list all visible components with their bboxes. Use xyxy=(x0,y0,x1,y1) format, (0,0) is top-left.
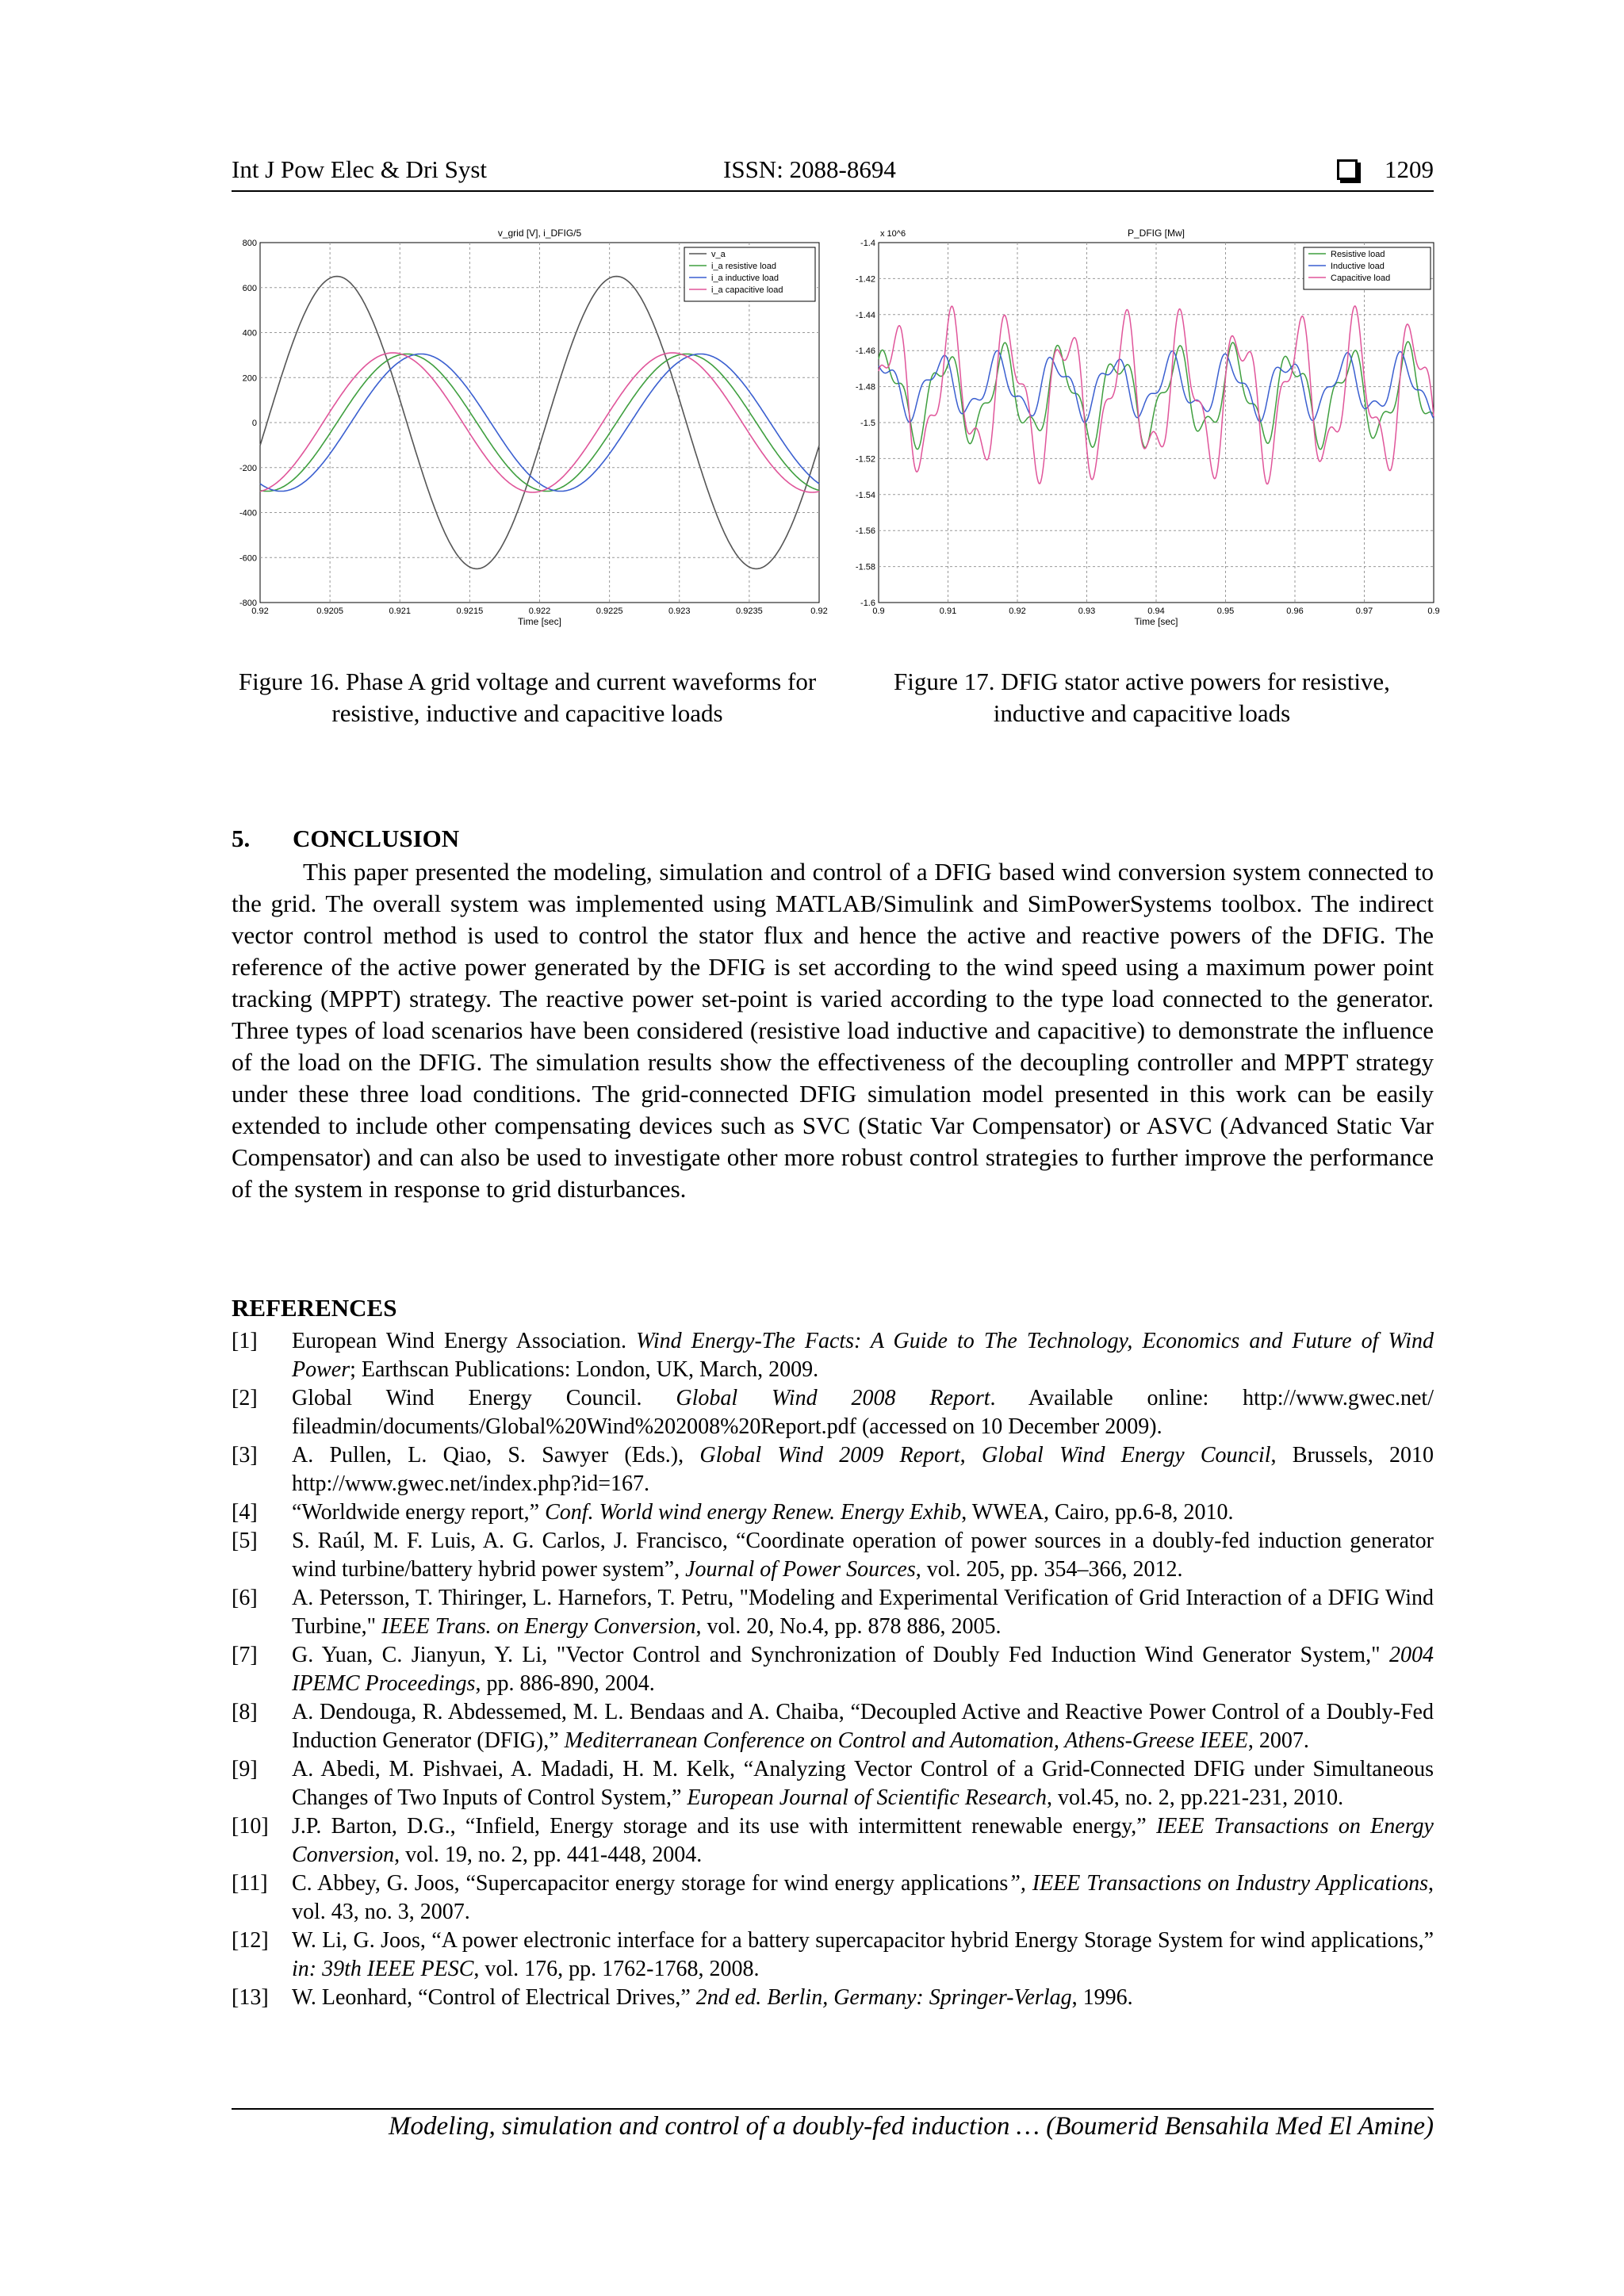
reference-item xyxy=(232,1869,1434,1927)
reference-text: , vol. 19, no. 2, pp. 441-448, 2004. xyxy=(394,1843,703,1867)
x-tick-label: 0.9225 xyxy=(596,607,623,616)
reference-item xyxy=(232,1641,1434,1698)
x-tick-label: 0.96 xyxy=(1286,607,1304,616)
reference-number: [11] xyxy=(232,1871,268,1896)
reference-item xyxy=(232,1698,1434,1755)
x-tick-label: 0.9235 xyxy=(736,607,763,616)
figure-16 xyxy=(228,216,839,644)
reference-number: [6] xyxy=(232,1586,258,1610)
reference-text: , vol.45, no. 2, pp.221-231, 2010. xyxy=(1046,1785,1344,1810)
y-tick-label: -1.44 xyxy=(855,310,875,320)
x-tick-label: 0.922 xyxy=(528,607,551,616)
reference-text: , pp. 886-890, 2004. xyxy=(475,1671,655,1696)
legend-entry: i_a resistive load xyxy=(711,262,776,271)
x-axis-label: Time [sec] xyxy=(518,616,561,627)
reference-text: ; Earthscan Publications: London, UK, March, 2009. xyxy=(350,1357,819,1382)
y-tick-label: -1.54 xyxy=(855,490,875,500)
legend-entry: i_a inductive load xyxy=(711,274,779,283)
reference-text: A. Pullen, L. Qiao, S. Sawyer (Eds.), xyxy=(292,1443,700,1468)
conclusion-paragraph: This paper presented the modeling, simulation and control of a DFIG based wind conversion system connected to the grid. The overall system was implemented using MATLAB/Simulink and SimPowerSystems toolbox. The indirect vector control method is used to control the stator flux and hence the active and reactive powers of the DFIG. The reference of the active power generated by the DFIG is set according to the wind speed using a maximum power point tracking (MPPT) strategy. The reactive power set-point is varied according to the type load connected to the generator. Three types of load scenarios have been considered (resistive load inductive and capacitive) to demonstrate the influence of the load on the DFIG. The simulation results show the effectiveness of the decoupling controller and MPPT strategy under these three load conditions. The grid-connected DFIG simulation model presented in this work can be easily extended to include other compensating devices such as SVC (Static Var Compensator) or ASVC (Advanced Static Var Compensator) and can also be used to investigate other more robust control strategies to further improve the performance of the system in response to grid disturbances. xyxy=(232,858,1434,1203)
footer-rule xyxy=(232,2108,1434,2110)
reference-text: W. Leonhard, “Control of Electrical Drives,” xyxy=(292,1985,696,2010)
reference-number: [1] xyxy=(232,1329,258,1353)
figure-17-caption: Figure 17. DFIG stator active powers for resistive, inductive and capacitive loads xyxy=(894,668,1390,727)
y-tick-label: -1.6 xyxy=(860,599,875,608)
reference-source: Global Wind 2009 Report, Global Wind Energy Council xyxy=(699,1443,1271,1468)
y-tick-label: -1.58 xyxy=(855,562,875,572)
x-tick-label: 0.92 xyxy=(1009,607,1026,616)
reference-text: , vol. 20, No.4, pp. 878 886, 2005. xyxy=(695,1614,1002,1639)
y-tick-label: 0 xyxy=(251,419,257,428)
x-tick-label: 0.9205 xyxy=(316,607,343,616)
reference-text: J.P. Barton, D.G., “Infield, Energy storage and its use with intermittent renewable energy,” xyxy=(292,1814,1156,1839)
page-number: 1209 xyxy=(1385,155,1434,183)
y-tick-label: -1.56 xyxy=(855,526,875,537)
reference-text: W. Li, G. Joos, “A power electronic interface for a battery supercapacitor hybrid Energy Storage System for wind applications,” xyxy=(292,1928,1434,1953)
y-tick-label: -1.52 xyxy=(855,454,875,465)
reference-source: 2004 IPEMC Proceedings xyxy=(292,1643,1434,1696)
figure-16-caption: Figure 16. Phase A grid voltage and current waveforms for resistive, inductive and capacitive loads xyxy=(238,668,817,727)
y-tick-label: -1.48 xyxy=(855,382,875,392)
checkbox-icon xyxy=(1337,159,1358,180)
reference-item xyxy=(232,1498,1434,1527)
reference-number: [13] xyxy=(232,1985,269,2010)
reference-text: , 2007. xyxy=(1247,1728,1309,1753)
reference-text: C. Abbey, G. Joos, “Supercapacitor energy storage for wind energy applications xyxy=(292,1871,1009,1896)
y-tick-label: -1.4 xyxy=(860,239,875,248)
reference-text: European Wind Energy Association. xyxy=(292,1329,637,1353)
header-rule xyxy=(232,190,1434,192)
x-tick-label: 0.93 xyxy=(1078,607,1096,616)
reference-item xyxy=(232,1927,1434,1984)
y-tick-label: -1.46 xyxy=(855,346,875,357)
y-tick-label: 200 xyxy=(242,373,257,384)
reference-item xyxy=(232,1384,1434,1441)
reference-text: , Brussels, 2010 http://www.gwec.net/index.php?id=167. xyxy=(292,1443,1434,1496)
x-tick-label: 0.923 xyxy=(668,607,691,616)
issn: ISSN: 2088-8694 xyxy=(723,155,896,183)
y-tick-label: -400 xyxy=(239,508,257,519)
reference-number: [7] xyxy=(232,1643,258,1667)
running-footer: Modeling, simulation and control of a doubly-fed induction … (Boumerid Bensahila Med El Amine) xyxy=(389,2112,1434,2141)
journal-name: Int J Pow Elec & Dri Syst xyxy=(232,155,488,183)
y-tick-label: -600 xyxy=(239,553,257,564)
reference-text: , vol. 43, no. 3, 2007. xyxy=(292,1871,1434,1924)
section-number: 5. xyxy=(232,825,251,852)
reference-source: Wind Energy-The Facts: A Guide to The Technology, Economics and Future of Wind Power xyxy=(292,1329,1434,1382)
x-tick-label: 0.91 xyxy=(939,607,957,616)
reference-text: Global Wind Energy Council. xyxy=(292,1386,676,1410)
reference-item xyxy=(232,1755,1434,1812)
legend-entry: Capacitive load xyxy=(1331,274,1391,283)
x-tick-label: 0.9 xyxy=(1427,607,1440,616)
reference-item xyxy=(232,1584,1434,1641)
x-tick-label: 0.9215 xyxy=(456,607,484,616)
y-tick-label: 800 xyxy=(242,239,257,248)
reference-number: [10] xyxy=(232,1814,269,1839)
reference-list xyxy=(232,1327,1434,2012)
reference-source: Conf. World wind energy Renew. Energy Exhib xyxy=(545,1500,962,1525)
chart-title: v_grid [V], i_DFIG/5 xyxy=(497,228,582,239)
reference-source: ”, IEEE Transactions on Industry Applications xyxy=(1008,1871,1429,1896)
legend-entry: Inductive load xyxy=(1331,262,1385,271)
reference-text: G. Yuan, C. Jianyun, Y. Li, "Vector Control and Synchronization of Doubly Fed Induction Wind Generator System," xyxy=(292,1643,1389,1667)
reference-source: Journal of Power Sources xyxy=(685,1557,916,1582)
x-tick-label: 0.94 xyxy=(1147,607,1165,616)
reference-source: European Journal of Scientific Research xyxy=(687,1785,1047,1810)
reference-source: in: 39th IEEE PESC xyxy=(292,1957,474,1981)
reference-number: [8] xyxy=(232,1700,258,1724)
x-tick-label: 0.95 xyxy=(1216,607,1235,616)
reference-item xyxy=(232,1984,1434,2012)
reference-text: S. Raúl, M. F. Luis, A. G. Carlos, J. Francisco, “Coordinate operation of power sources in a doubly-fed induction generator wind turbine/battery hybrid power system”, xyxy=(292,1529,1434,1582)
reference-source: IEEE Transactions on Energy Conversion xyxy=(292,1814,1434,1867)
running-header xyxy=(232,155,1434,190)
legend-entry: i_a capacitive load xyxy=(711,285,783,295)
reference-text: , 1996. xyxy=(1071,1985,1133,2010)
reference-source: Mediterranean Conference on Control and Automation, Athens-Greese IEEE xyxy=(564,1728,1248,1753)
reference-text: , WWEA, Cairo, pp.6-8, 2010. xyxy=(961,1500,1234,1525)
reference-source: 2nd ed. Berlin, Germany: Springer-Verlag xyxy=(695,1985,1072,2010)
y-tick-label: -1.42 xyxy=(855,274,875,285)
reference-source: IEEE Trans. on Energy Conversion xyxy=(381,1614,696,1639)
section-heading xyxy=(232,825,459,853)
reference-number: [9] xyxy=(232,1757,258,1781)
reference-text: , vol. 176, pp. 1762-1768, 2008. xyxy=(473,1957,760,1981)
section-title: CONCLUSION xyxy=(293,825,460,852)
reference-text: A. Dendouga, R. Abdessemed, M. L. Bendaas and A. Chaiba, “Decoupled Active and Reactive Power Control of a Doubly-Fed Induction Generator (DFIG),” xyxy=(292,1700,1434,1753)
reference-item xyxy=(232,1812,1434,1869)
reference-number: [12] xyxy=(232,1928,269,1953)
reference-text: . Available online: http://www.gwec.net/ fileadmin/documents/Global%20Wind%202008%20Report.pdf (accessed on 10 December 2009). xyxy=(292,1386,1434,1439)
reference-number: [5] xyxy=(232,1529,258,1553)
reference-text: A. Abedi, M. Pishvaei, A. Madadi, H. M. Kelk, “Analyzing Vector Control of a Grid-Connected DFIG under Simultaneous Changes of Two Inputs of Control System,” xyxy=(292,1757,1434,1810)
y-tick-label: -1.5 xyxy=(860,419,875,428)
reference-source: Global Wind 2008 Report xyxy=(676,1386,990,1410)
reference-number: [4] xyxy=(232,1500,258,1525)
x-tick-label: 0.92 xyxy=(810,607,828,616)
figure-17 xyxy=(842,216,1453,644)
references-heading: REFERENCES xyxy=(232,1294,397,1322)
reference-item xyxy=(232,1327,1434,1384)
reference-item xyxy=(232,1527,1434,1584)
y-tick-label: 400 xyxy=(242,328,257,339)
reference-text: , vol. 205, pp. 354–366, 2012. xyxy=(915,1557,1183,1582)
reference-text: “Worldwide energy report,” xyxy=(292,1500,546,1525)
reference-text: A. Petersson, T. Thiringer, L. Harnefors, T. Petru, "Modeling and Experimental Verification of Grid Interaction of a DFIG Wind Turbine," xyxy=(292,1586,1434,1639)
exponent-label: x 10^6 xyxy=(880,229,906,239)
reference-number: [3] xyxy=(232,1443,258,1468)
x-tick-label: 0.921 xyxy=(389,607,412,616)
x-axis-label: Time [sec] xyxy=(1134,616,1178,627)
legend-entry: Resistive load xyxy=(1331,250,1385,259)
figure-16-chart xyxy=(228,216,839,644)
figure-17-chart xyxy=(842,216,1453,644)
page-number-group xyxy=(1337,155,1434,184)
y-tick-label: 600 xyxy=(242,283,257,293)
legend-entry: v_a xyxy=(711,250,726,259)
x-tick-label: 0.92 xyxy=(251,607,269,616)
x-tick-label: 0.97 xyxy=(1355,607,1373,616)
y-tick-label: -200 xyxy=(239,463,257,473)
x-tick-label: 0.9 xyxy=(872,607,885,616)
reference-item xyxy=(232,1441,1434,1498)
y-tick-label: -800 xyxy=(239,599,257,608)
chart-title: P_DFIG [Mw] xyxy=(1127,228,1185,239)
reference-number: [2] xyxy=(232,1386,258,1410)
